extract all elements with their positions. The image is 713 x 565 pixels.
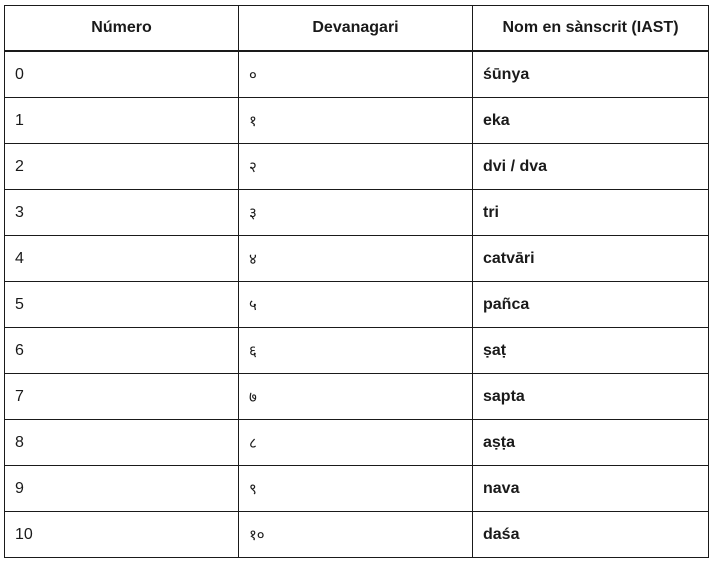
cell-sanskrit-name: eka [473,98,709,144]
table-row [5,144,709,190]
cell-sanskrit-name: dvi / dva [473,144,709,190]
table-row [5,282,709,328]
cell-number: 7 [5,374,239,420]
cell-number: 10 [5,512,239,558]
cell-devanagari: ९ [239,466,473,512]
header-sanskrit-name: Nom en sànscrit (IAST) [473,6,709,52]
cell-number: 1 [5,98,239,144]
cell-devanagari: ४ [239,236,473,282]
cell-devanagari: १ [239,98,473,144]
table-row [5,98,709,144]
cell-sanskrit-name: daśa [473,512,709,558]
table-row [5,512,709,558]
cell-number: 2 [5,144,239,190]
table-row [5,190,709,236]
cell-devanagari: २ [239,144,473,190]
cell-sanskrit-name: śūnya [473,51,709,98]
table-row [5,466,709,512]
table-row [5,420,709,466]
cell-devanagari: ७ [239,374,473,420]
table-row [5,236,709,282]
cell-devanagari: ३ [239,190,473,236]
table-row [5,374,709,420]
cell-number: 5 [5,282,239,328]
table-header-row [5,6,709,52]
cell-number: 9 [5,466,239,512]
cell-number: 3 [5,190,239,236]
cell-sanskrit-name: nava [473,466,709,512]
cell-number: 8 [5,420,239,466]
cell-sanskrit-name: tri [473,190,709,236]
cell-sanskrit-name: ṣaṭ [473,328,709,374]
cell-number: 4 [5,236,239,282]
cell-devanagari: ० [239,51,473,98]
cell-devanagari: १० [239,512,473,558]
numerals-table [4,5,709,558]
cell-sanskrit-name: sapta [473,374,709,420]
cell-number: 6 [5,328,239,374]
header-number: Número [5,6,239,52]
table-row [5,328,709,374]
cell-number: 0 [5,51,239,98]
cell-devanagari: ६ [239,328,473,374]
cell-devanagari: ५ [239,282,473,328]
cell-sanskrit-name: catvāri [473,236,709,282]
numerals-table-container [4,5,708,558]
cell-devanagari: ८ [239,420,473,466]
cell-sanskrit-name: aṣṭa [473,420,709,466]
header-devanagari: Devanagari [239,6,473,52]
table-row [5,51,709,98]
cell-sanskrit-name: pañca [473,282,709,328]
